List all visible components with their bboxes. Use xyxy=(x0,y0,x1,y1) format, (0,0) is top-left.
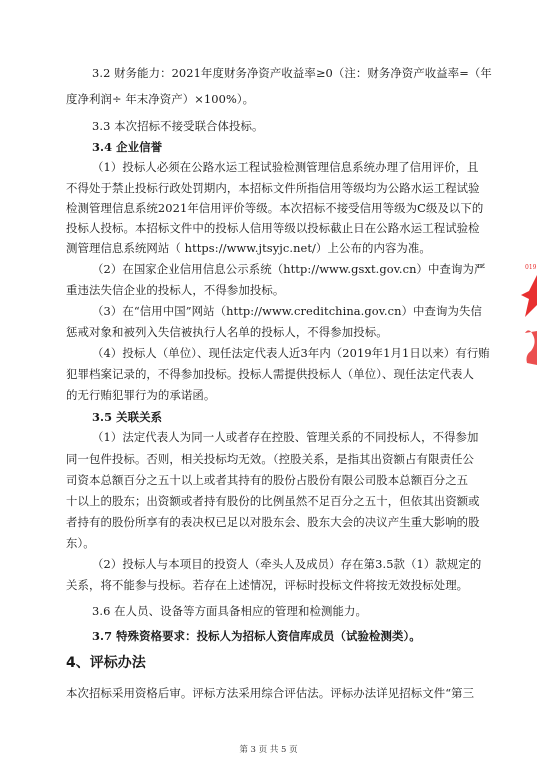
text-line: 东）。 xyxy=(66,536,95,550)
text-line: 者持有的股份所享有的表决权已足以对股东会、股东大会的决议产生重大影响的股 xyxy=(66,515,480,529)
text-line: 3.6 在人员、设备等方面具备相应的管理和检测能力。 xyxy=(92,604,367,618)
text-line: 犯罪档案记录的，不得参加投标。投标人需提供投标人（单位）、现任法定代表人 xyxy=(66,367,474,381)
text-line: 不得处于禁止投标行政处罚期内，本招标文件所指信用等级均为公路水运工程试验 xyxy=(66,181,480,195)
text-line: （3）在“信用中国”网站（http://www.creditchina.gov.cn）中查询为失信 xyxy=(92,304,482,318)
text-line: 3.3 本次招标不接受联合体投标。 xyxy=(92,119,264,133)
text-line: 惩戒对象和被列入失信被执行人名单的投标人，不得参加投标。 xyxy=(66,325,388,339)
text-line: （4）投标人（单位）、现任法定代表人近3年内（2019年1月1日以来）有行贿 xyxy=(92,346,490,360)
text-line: 度净利润÷ 年末净资产）×100%）。 xyxy=(66,92,255,106)
text-line: （1）法定代表人为同一人或者存在控股、管理关系的不同投标人，不得参加 xyxy=(92,430,479,444)
seal-number: 019 xyxy=(525,264,537,271)
text-line: 投标人投标。本招标文件中的投标人信用等级以投标截止日在公路水运工程试验检 xyxy=(66,221,480,235)
text-line: （1）投标人必须在公路水运工程试验检测管理信息系统办理了信用评价，且 xyxy=(92,160,479,174)
text-line: （2）投标人与本项目的投资人（牵头人及成员）存在第3.5款（1）款规定的 xyxy=(92,557,482,571)
text-line: 同一包件投标。否则，相关投标均无效。（控股关系，是指其出资额占有限责任公 xyxy=(66,452,474,466)
page-footer: 第 3 页 共 5 页 xyxy=(239,745,298,755)
text-line: 检测管理信息系统2021年信用评价等级。本次招标不接受信用等级为C级及以下的 xyxy=(66,201,484,215)
text-line: 3.7 特殊资格要求：投标人为招标人资信库成员（试验检测类）。 xyxy=(92,629,421,643)
text-line: 司资本总额百分之五十以上或者其持有的股份占股份有限公司股本总额百分之五 xyxy=(66,473,469,487)
text-line: （2）在国家企业信用信息公示系统（http://www.gsxt.gov.cn）中查询为严 xyxy=(92,262,486,276)
text-line: 的无行贿犯罪行为的承诺函。 xyxy=(66,388,216,402)
seal-star-icon xyxy=(521,275,537,317)
text-line: 重违法失信企业的投标人，不得参加投标。 xyxy=(66,283,285,297)
seal-edge-icon xyxy=(525,330,537,365)
text-line: 十以上的股东；出资额或者持有股份的比例虽然不足百分之五十，但依其出资额或 xyxy=(66,494,480,508)
text-line: 测管理信息系统网站（ https://www.jtsyjc.net/）上公布的内容为准。 xyxy=(66,241,431,255)
text-line: 3.5 关联关系 xyxy=(92,410,163,424)
section-heading: 4、评标办法 xyxy=(66,655,146,671)
text-line: 3.2 财务能力：2021年度财务净资产收益率≥0（注：财务净资产收益率=（年 xyxy=(92,66,492,80)
text-line: 关系，将不能参与投标。若存在上述情况，评标时投标文件将按无效投标处理。 xyxy=(66,578,469,592)
text-line: 3.4 企业信誉 xyxy=(92,140,163,154)
official-seal-stamp xyxy=(519,255,537,375)
text-line: 本次招标采用资格后审。评标方法采用综合评估法。评标办法详见招标文件“第三 xyxy=(66,686,475,700)
